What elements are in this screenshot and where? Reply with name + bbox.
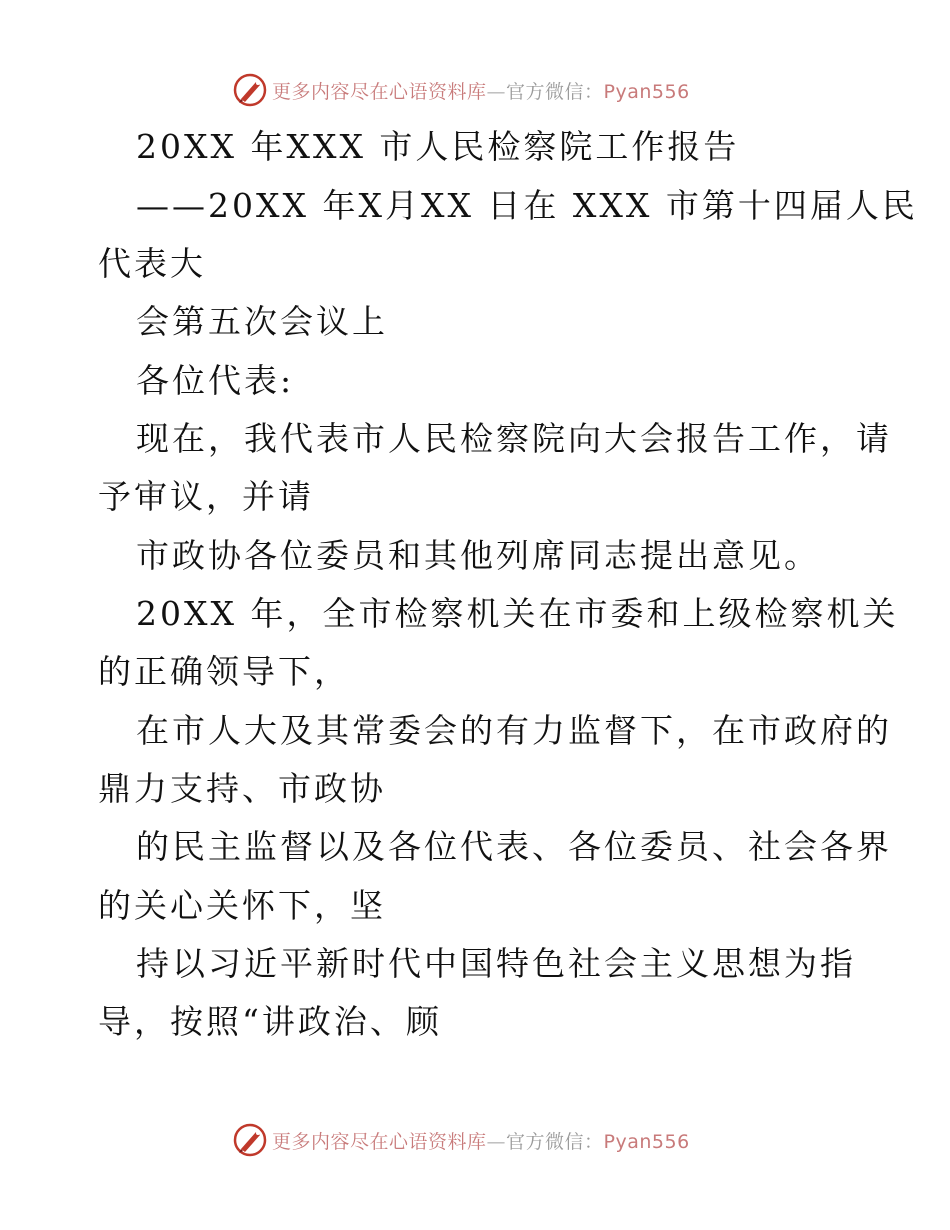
pen-logo-icon — [232, 1122, 268, 1158]
banner-official-label: 官方微信： — [506, 1130, 604, 1153]
doc-line: 市政协各位委员和其他列席同志提出意见。 — [136, 536, 820, 575]
doc-line: 持以习近平新时代中国特色社会主义思想为指 — [136, 944, 856, 983]
banner-text — [272, 77, 690, 104]
banner-official-label: 官方微信： — [506, 80, 604, 103]
banner-text — [272, 1127, 690, 1154]
doc-line: 的民主监督以及各位代表、各位委员、社会各界 — [136, 827, 892, 866]
banner-wechat-id: Pyan556 — [603, 1130, 690, 1153]
banner-dash: — — [486, 80, 507, 103]
banner-main-text: 更多内容尽在心语资料库 — [272, 80, 487, 103]
doc-line: 代表大 — [98, 244, 206, 283]
doc-line: ——20XX 年X月XX 日在 XXX 市第十四届人民 — [136, 186, 918, 225]
banner-wechat-id: Pyan556 — [603, 80, 690, 103]
header-banner — [232, 70, 690, 110]
doc-line: 鼎力支持、市政协 — [98, 769, 386, 808]
doc-title: 20XX 年XXX 市人民检察院工作报告 — [136, 127, 740, 166]
doc-line: 20XX 年，全市检察机关在市委和上级检察机关 — [136, 594, 899, 633]
doc-line: 的正确领导下， — [98, 652, 350, 691]
doc-line: 会第五次会议上 — [136, 302, 388, 341]
doc-line: 予审议，并请 — [98, 477, 314, 516]
pen-logo-icon — [232, 72, 268, 108]
doc-line: 在市人大及其常委会的有力监督下，在市政府的 — [136, 711, 892, 750]
doc-line: 现在，我代表市人民检察院向大会报告工作，请 — [136, 419, 892, 458]
footer-banner — [232, 1120, 690, 1160]
doc-line: 导，按照“讲政治、顾 — [98, 1002, 442, 1041]
banner-main-text: 更多内容尽在心语资料库 — [272, 1130, 487, 1153]
banner-dash: — — [486, 1130, 507, 1153]
doc-line: 各位代表: — [136, 361, 295, 400]
doc-line: 的关心关怀下，坚 — [98, 886, 386, 925]
